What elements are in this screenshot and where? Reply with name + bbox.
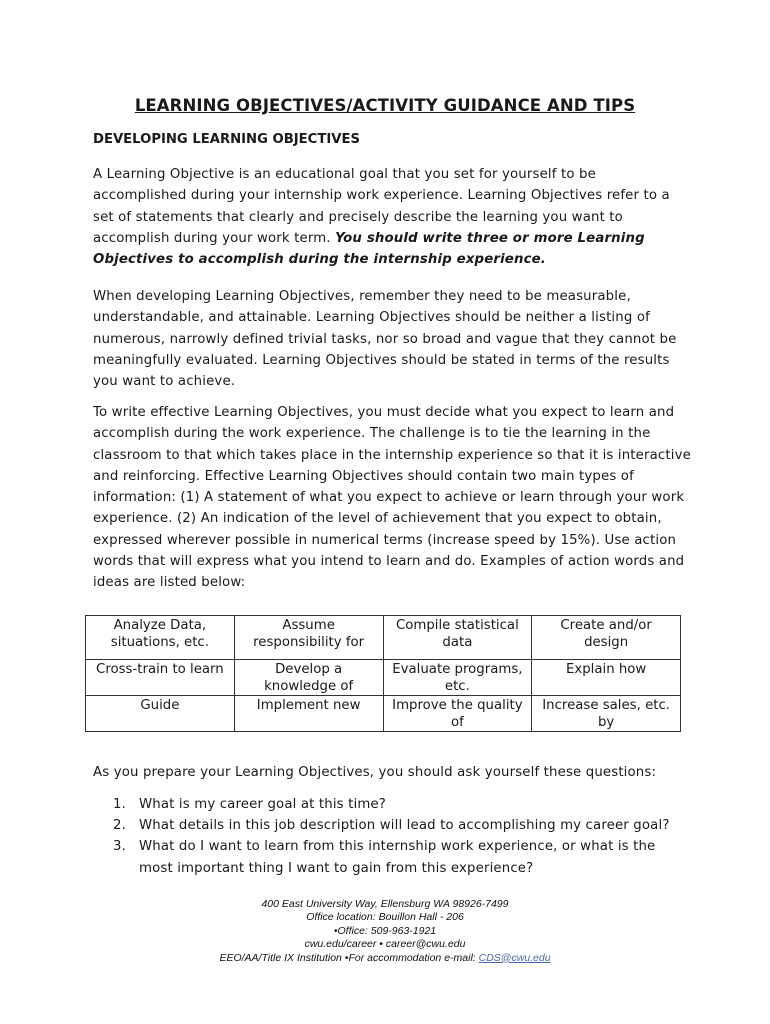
intro-paragraph bbox=[93, 164, 693, 270]
table-row bbox=[86, 696, 681, 732]
table-cell: Cross-train to learn bbox=[86, 660, 235, 696]
table-cell: Implement new bbox=[234, 696, 383, 732]
footer-eeo-text: EEO/AA/Title IX Institution •For accommodation e-mail: bbox=[219, 951, 479, 964]
action-words-table bbox=[85, 615, 681, 732]
table-row bbox=[86, 616, 681, 660]
table-cell: Increase sales, etc. by bbox=[532, 696, 681, 732]
section-heading: DEVELOPING LEARNING OBJECTIVES bbox=[93, 132, 360, 147]
table-cell: Analyze Data, situations, etc. bbox=[86, 616, 235, 660]
table-row bbox=[86, 660, 681, 696]
list-number: 2. bbox=[113, 818, 126, 833]
questions-intro: As you prepare your Learning Objectives, you should ask yourself these questions: bbox=[93, 765, 657, 780]
table-cell: Evaluate programs, etc. bbox=[383, 660, 532, 696]
list-item bbox=[113, 817, 683, 834]
list-number: 1. bbox=[113, 797, 126, 812]
page-footer bbox=[0, 898, 770, 965]
intro-text: A Learning Objective is an educational goal that you set for yourself to be accomplished during your internship work experience. Learning Objectives refer to a set of statements that clearly and precisely describe the learning you want to accomplish during your work term. bbox=[93, 167, 670, 246]
list-item-text: What details in this job description will lead to accomplishing my career goal? bbox=[139, 818, 670, 833]
footer-eeo-line bbox=[0, 952, 770, 965]
page-title: LEARNING OBJECTIVES/ACTIVITY GUIDANCE AND TIPS bbox=[134, 96, 636, 115]
effective-objectives-paragraph: To write effective Learning Objectives, you must decide what you expect to learn and accomplish during the work experience. The challenge is to tie the learning in the classroom to that which takes place in the internship experience so that it is interactive and reinforcing. Effective Learning Objectives should contain two main types of information: (1) A statement of what you expect to achieve or learn through your work experience. (2) An indication of the level of achievement that you expect to obtain, expressed wherever possible in numerical terms (increase speed by 15%). Use action words that will express what you intend to learn and do. Examples of action words and ideas are listed below: bbox=[93, 405, 691, 591]
table-cell: Assume responsibility for bbox=[234, 616, 383, 660]
intro-emphasis: You should write three or more Learning Objectives to accomplish during the internship experience. bbox=[93, 230, 645, 268]
accommodation-email-link[interactable]: CDS@cwu.edu bbox=[478, 951, 551, 964]
questions-list bbox=[113, 796, 683, 880]
list-item bbox=[113, 796, 683, 814]
measurable-paragraph: When developing Learning Objectives, remember they need to be measurable, understandable, and attainable. Learning Objectives should be neither a listing of numerous, narrowly defined trivial tasks, nor so broad and vague that they cannot be meaningfully evaluated. Learning Objectives should be stated in terms of the results you want to achieve. bbox=[93, 289, 677, 390]
table-cell: Explain how bbox=[532, 660, 681, 696]
table-cell: Develop a knowledge of bbox=[234, 660, 383, 696]
footer-office-phone: •Office: 509-963-1921 bbox=[333, 924, 437, 937]
footer-office-location: Office location: Bouillon Hall - 206 bbox=[306, 911, 464, 924]
table-cell: Improve the quality of bbox=[383, 696, 532, 732]
list-item-text: What do I want to learn from this internship work experience, or what is the most important thing I want to gain from this experience? bbox=[139, 839, 656, 876]
footer-web-email: cwu.edu/career • career@cwu.edu bbox=[304, 938, 466, 951]
list-item bbox=[113, 836, 683, 880]
table-cell: Create and/or design bbox=[532, 616, 681, 660]
table-cell: Compile statistical data bbox=[383, 616, 532, 660]
list-item-text: What is my career goal at this time? bbox=[139, 797, 386, 812]
list-number: 3. bbox=[113, 839, 126, 854]
table-cell: Guide bbox=[86, 696, 235, 732]
footer-address: 400 East University Way, Ellensburg WA 98926-7499 bbox=[261, 898, 509, 910]
